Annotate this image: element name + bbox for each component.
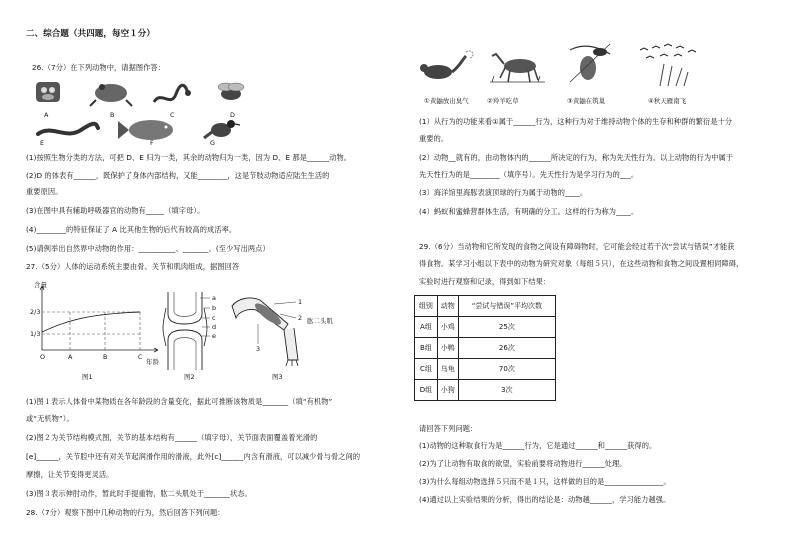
table-cell: 26次 (458, 338, 555, 359)
animal-letter-g: G (210, 139, 216, 147)
q27-line-2: 或“无机物”）。 (26, 414, 74, 423)
animal-letter-c: C (170, 111, 175, 119)
substance-curve (42, 312, 140, 332)
table-header-cell: “尝试与错误”平均次数 (458, 296, 555, 317)
animal-pictures-row1 (36, 80, 256, 110)
fig1-xtick-o: O (40, 353, 46, 361)
q26-line-4: (3)在图中具有辅助呼吸器官的动物有_____（填字母）。 (26, 206, 205, 215)
behavior-caption-1: ①黄鼬放出臭气 (424, 97, 469, 105)
weaver-bird-picture (570, 44, 610, 82)
q29-intro-2: 得食物。某学习小组以下表中的动物为研究对象（每组５只），在这些动物和食物之间设置相同障碍， (419, 259, 744, 268)
fig1-xlabel: 年龄 (146, 358, 159, 366)
q28-line-4: 先天性行为的是________（填序号）。先天性行为是学习行为的___。 (419, 170, 639, 179)
fig1-xtick-c: C (138, 353, 143, 361)
q27-line-4: [e]______，关节腔中还有对关节起润滑作用的滑液，此外[c]______内含有滑液，可以减少骨与骨之间的 (26, 452, 361, 461)
table-cell: A组 (415, 317, 438, 338)
fig3-label-2: 2 (298, 314, 303, 322)
q28-line-6: (4）蚂蚁和蜜蜂营群体生活，有明确的分工。这样的行为称为____。 (419, 207, 639, 216)
table-cell: B组 (415, 338, 438, 359)
table-cell: 乌龟 (437, 359, 458, 380)
figure-2-joint (164, 292, 217, 374)
fig2-label-a: a (212, 294, 217, 302)
geese-flock-picture (640, 44, 696, 86)
fig3-label-3: 3 (256, 345, 261, 353)
q28-line-1: (1）从行为的功能来看①属于______行为，这种行为对于维持动物个体的生存和种群的繁衍是十分 (419, 117, 733, 126)
bird-picture (204, 120, 240, 138)
behavior-caption-3: ③黄鼬在筑巢 (567, 97, 606, 105)
table-cell: C组 (415, 359, 438, 380)
earthworm-picture (38, 124, 98, 134)
frog-picture (90, 84, 132, 106)
fig2-label-b: b (212, 304, 217, 312)
fig2-label-d: d (212, 323, 217, 331)
fig1-ylabel: 含量 (34, 281, 47, 289)
behavior-pictures (420, 42, 710, 90)
fig2-label-e: e (212, 332, 217, 340)
table-header-row (415, 296, 556, 317)
q29-intro-3: 实验时进行观察和记录，得到如下结果： (419, 277, 551, 286)
antelope-picture (490, 54, 545, 82)
table-row (415, 338, 556, 359)
fig1-ytick-2-3: 2/3 (30, 308, 41, 316)
fig2-label-c: c (212, 314, 216, 322)
section-title: 二、综合题（共四题，每空１分） (26, 29, 156, 39)
fish-picture (118, 120, 173, 140)
q27-stem: 27.（5分）人体的运动系统主要由骨、关节和肌肉组成，据图回答 (26, 262, 240, 271)
q27-line-1: (1)图１表示人体骨中某物质在各年龄段的含量变化，据此可推断该物质是_______（填“有机物” (26, 397, 333, 406)
animal-pictures-row2 (36, 116, 256, 144)
fig1-xtick-b: B (103, 353, 108, 361)
table-cell: 3次 (458, 380, 555, 401)
q28-line-5: (3）海洋馆里海豚表演顶球的行为属于动物的____。 (419, 188, 588, 197)
q29-line-4: (4)通过以上实验结果的分析，得出的结论是：动物越______，学习能力越强。 (419, 495, 671, 504)
q26-line-6: (5)请例举出自然界中动物的作用：__________、_______。(至少写出两点） (26, 244, 270, 253)
q28-line-3: (2）动物__就有的，由动物体内的______所决定的行为，称为先天性行为。以上动物的行为中属于 (419, 153, 734, 162)
fig1-xtick-a: A (68, 353, 73, 361)
fig3-caption: 图3 (272, 373, 283, 381)
q26-line-3: 重要原因。 (26, 187, 63, 196)
snake-picture (154, 85, 191, 102)
table-cell: 小鸭 (437, 338, 458, 359)
q29-line-1: (1)动物的这种取食行为是______行为，它是通过______和______获得的。 (419, 441, 657, 450)
q28-stem: 28.（7分）观察下图中几种动物的行为，然后回答下列问题： (26, 508, 225, 517)
behavior-caption-2: ②羚羊吃草 (487, 97, 519, 105)
table-cell: 25次 (458, 317, 555, 338)
experiment-table (414, 295, 556, 401)
animal-letter-a: A (44, 111, 49, 119)
q27-line-6: (3)图３表示伸肘动作，暂此时手提重物，肱二头肌处于_______状态。 (26, 489, 252, 498)
q26-line-2: (2)D 的体表有______，既保护了身体内部结构，又能________，这是节肢动物适应陆生生活的 (26, 171, 330, 180)
q29-line-3: (3)为什么每组动物选择５只而不是１只，这样做的目的是________________。 (419, 477, 671, 486)
figure-3-arm (228, 294, 318, 366)
table-header-cell: 动物 (437, 296, 458, 317)
table-cell: 70次 (458, 359, 555, 380)
housefly-picture (218, 83, 244, 100)
animal-letter-e: E (40, 139, 45, 147)
q27-line-3: (2)图２为关节结构模式图，关节的基本结构有______（填字母），关节面表面覆盖着光滑的 (26, 433, 318, 442)
fig3-label-1: 1 (298, 298, 303, 306)
fig1-caption: 图1 (82, 373, 93, 381)
q29-line-2: (2)为了让动物有取食的欲望，实验前要将动物进行______处理。 (419, 459, 627, 468)
q27-line-5: 摩擦，让关节变得更灵活。 (26, 470, 114, 479)
q28-line-2: 重要的。 (419, 134, 449, 143)
q29-intro-1: 29.（6分）当动物和它所发现的食物之间设有障碍物时，它可能会经过若干次“尝试与错误”才能获 (419, 242, 735, 251)
behavior-caption-4: ④秋天雁南飞 (648, 97, 687, 105)
animal-letter-b: B (110, 111, 115, 119)
q26-stem: 26.（7分）在下列动物中，请据图作答： (32, 63, 166, 72)
table-header-cell: 组别 (415, 296, 438, 317)
q26-line-1: (1)按照生物分类的方法，可把 D、E 归为一类，其余的动物归为一类，因为 D、E 都是______动物。 (26, 153, 352, 162)
fig2-caption: 图2 (184, 373, 195, 381)
animal-letter-f: F (150, 139, 154, 147)
animal-letter-d: D (230, 111, 236, 119)
fig1-ytick-1-3: 1/3 (30, 330, 41, 338)
q26-line-5: (4)________的特征保证了 A 比其他生物的后代有较高的成活率。 (26, 225, 237, 234)
fig3-muscle-label: 肱二头肌 (307, 317, 333, 325)
biceps-shape (252, 300, 283, 328)
table-cell: D组 (415, 380, 438, 401)
weasel-picture (420, 51, 473, 79)
table-cell: 小狗 (437, 380, 458, 401)
table-row (415, 380, 556, 401)
monkey-picture (36, 82, 60, 102)
table-cell: 小鸡 (437, 317, 458, 338)
q29-prompt: 请回答下列问题： (419, 424, 478, 433)
table-row (415, 359, 556, 380)
table-row (415, 317, 556, 338)
